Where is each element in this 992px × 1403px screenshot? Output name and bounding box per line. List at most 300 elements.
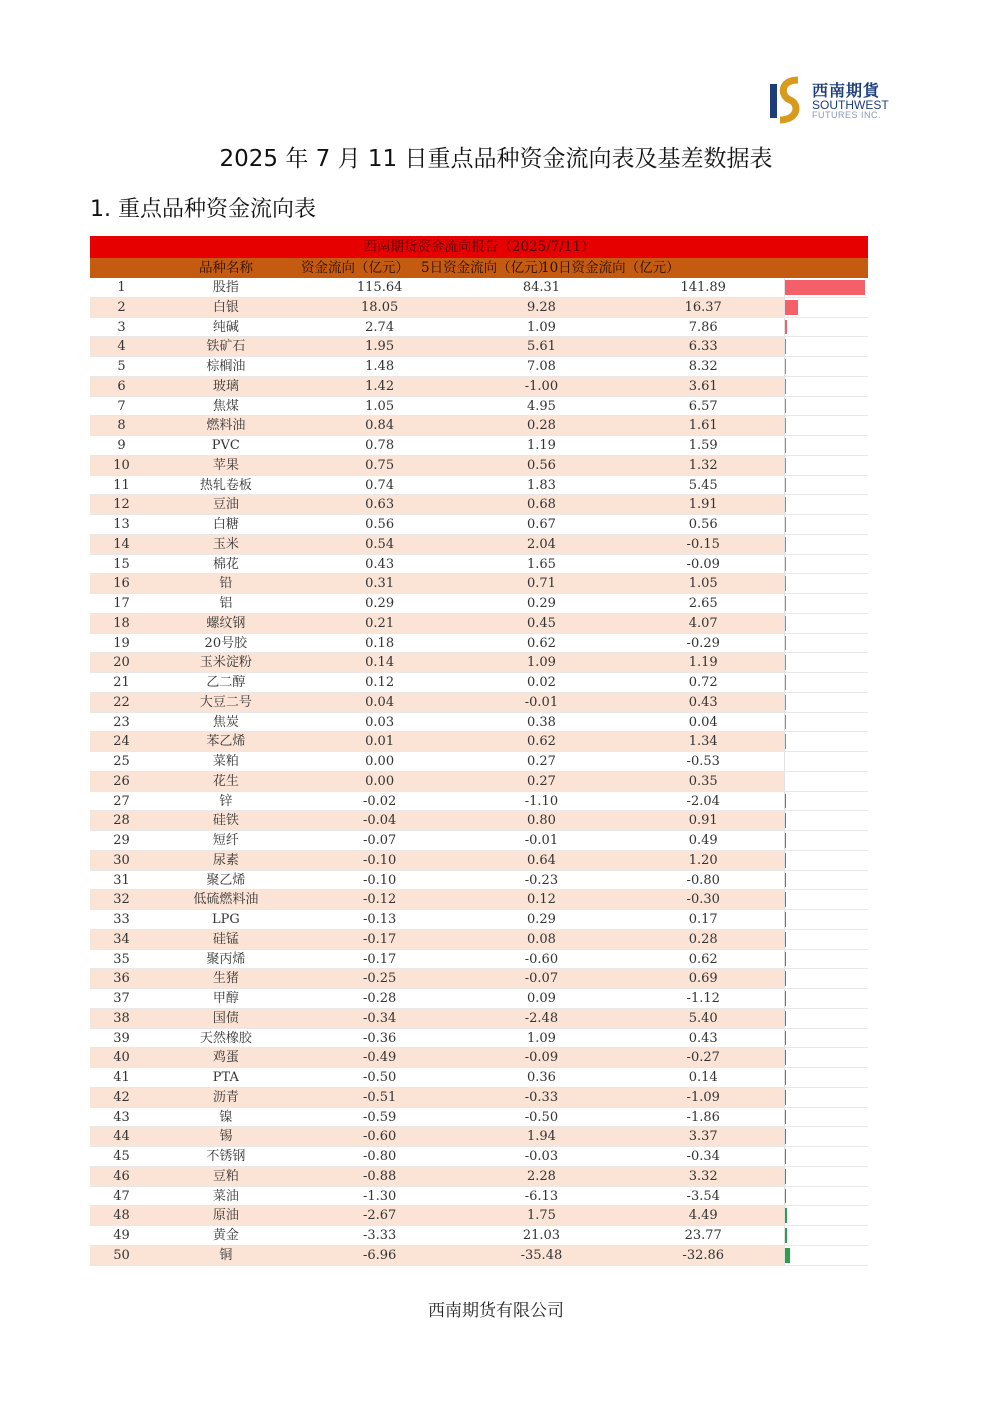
flow5-cell: 0.28: [526, 418, 556, 434]
rank-cell: 5: [117, 359, 126, 374]
flow-bar: [785, 695, 786, 710]
flow-cell: 0.74: [365, 477, 395, 493]
logo-cn-text: 西南期貨: [812, 81, 881, 100]
table-row: [90, 397, 868, 417]
rank-cell: 11: [113, 477, 130, 493]
flow5-cell: 1.83: [526, 477, 556, 493]
flow-bar-cell: [784, 1226, 868, 1245]
flow-bar-cell: [784, 318, 868, 337]
flow-bar-cell: [784, 1246, 868, 1265]
flow-cell: -0.59: [362, 1109, 397, 1125]
rank-cell: 41: [113, 1070, 130, 1085]
flow5-cell: 5.61: [526, 339, 556, 355]
flow10-cell: 23.77: [684, 1228, 722, 1243]
name-cell: 焦煤: [212, 398, 239, 414]
name-cell: 玉米: [212, 536, 239, 552]
flow-bar: [785, 517, 786, 532]
flow10-cell: -0.15: [686, 536, 720, 552]
flow-cell: -0.28: [362, 991, 397, 1006]
flow-bar: [785, 359, 786, 374]
table-row: [90, 969, 868, 989]
flow-bar: [785, 1208, 787, 1223]
rank-cell: 4: [117, 339, 126, 355]
flow5-cell: -0.23: [524, 872, 559, 888]
name-cell: 热轧卷板: [199, 477, 252, 493]
name-cell: 股指: [212, 280, 239, 295]
name-cell: 花生: [212, 773, 239, 789]
flow-cell: -0.17: [362, 951, 397, 967]
flow5-cell: 0.80: [526, 813, 556, 829]
flow-bar: [785, 1129, 786, 1144]
flow-bar-cell: [784, 515, 868, 534]
flow5-cell: 0.09: [526, 991, 556, 1006]
rank-cell: 48: [113, 1208, 130, 1224]
name-cell: 聚丙烯: [206, 951, 246, 967]
flow10-cell: 3.61: [688, 378, 718, 394]
flow-cell: -0.07: [362, 833, 397, 848]
flow-bar-cell: [784, 890, 868, 909]
flow-cell: -0.13: [362, 912, 397, 927]
table-row: [90, 555, 868, 575]
fund-flow-table: [90, 236, 868, 1266]
flow-bar-cell: [784, 634, 868, 653]
page-title: 2025 年 7 月 11 日重点品种资金流向表及基差数据表: [219, 146, 773, 172]
table-row: [90, 653, 868, 673]
flow-bar: [785, 1011, 786, 1026]
flow10-cell: 0.28: [688, 931, 718, 947]
flow-bar-cell: [784, 1187, 868, 1206]
flow5-cell: 0.08: [526, 931, 556, 947]
rank-cell: 1: [117, 280, 126, 295]
name-cell: 原油: [212, 1208, 239, 1224]
company-logo: [768, 74, 908, 126]
rank-cell: 3: [117, 319, 126, 335]
name-cell: 低硫燃料油: [193, 892, 259, 908]
flow5-cell: -0.50: [524, 1109, 559, 1125]
flow5-cell: 0.12: [526, 892, 556, 908]
flow10-cell: 0.56: [688, 517, 718, 532]
flow-bar-cell: [784, 831, 868, 850]
rank-cell: 23: [113, 714, 130, 730]
rank-cell: 22: [113, 694, 130, 710]
table-row: [90, 357, 868, 377]
logo-en-text: SOUTHWEST: [812, 98, 889, 112]
flow5-cell: 4.95: [526, 398, 556, 414]
header-flow10: 10日资金流向（亿元）: [541, 260, 680, 276]
name-cell: 硅铁: [212, 813, 239, 829]
flow5-cell: 0.68: [526, 497, 556, 513]
name-cell: 短纤: [212, 833, 239, 848]
flow10-cell: 16.37: [684, 299, 722, 315]
footer-company: 西南期货有限公司: [428, 1301, 564, 1321]
table-body: [90, 278, 868, 1266]
flow-cell: -0.60: [362, 1129, 397, 1145]
flow5-cell: 0.02: [526, 675, 556, 690]
flow-cell: -0.49: [362, 1050, 397, 1066]
name-cell: PTA: [212, 1070, 239, 1085]
rank-cell: 6: [117, 378, 126, 394]
rank-cell: 46: [113, 1168, 130, 1184]
name-cell: 锌: [219, 793, 233, 809]
flow5-cell: -6.13: [524, 1188, 559, 1204]
flow10-cell: 6.57: [688, 398, 718, 414]
flow-bar-cell: [784, 673, 868, 692]
flow10-cell: 8.32: [688, 359, 718, 374]
flow-cell: -0.02: [362, 793, 397, 809]
flow10-cell: 3.37: [688, 1129, 718, 1145]
flow-bar: [785, 537, 786, 552]
name-cell: 20号胶: [204, 635, 248, 651]
table-row: [90, 811, 868, 831]
flow-bar-cell: [784, 535, 868, 554]
flow-bar: [785, 596, 786, 611]
flow10-cell: 0.91: [688, 813, 718, 829]
flow-cell: -0.10: [362, 872, 397, 888]
flow-cell: 0.14: [365, 655, 395, 671]
table-row: [90, 1226, 868, 1246]
table-row: [90, 1147, 868, 1167]
flow5-cell: -0.33: [524, 1089, 559, 1105]
flow10-cell: 1.34: [688, 734, 718, 750]
flow-bar: [785, 478, 786, 493]
header-spacer: [90, 258, 153, 278]
flow-bar: [785, 497, 786, 512]
flow-bar-cell: [784, 377, 868, 396]
name-cell: 铅: [219, 576, 233, 592]
flow-cell: -0.12: [362, 892, 397, 908]
flow-bar: [785, 576, 786, 591]
flow-bar-cell: [784, 732, 868, 751]
flow-bar: [785, 833, 786, 848]
flow-bar-cell: [784, 357, 868, 376]
name-cell: 燃料油: [206, 418, 246, 434]
name-cell: 沥青: [212, 1089, 239, 1105]
table-row: [90, 614, 868, 634]
flow-cell: 0.31: [365, 576, 395, 592]
table-row: [90, 1127, 868, 1147]
flow5-cell: 0.27: [526, 754, 556, 769]
flow10-cell: -2.04: [686, 793, 720, 809]
flow10-cell: 0.49: [688, 833, 718, 848]
flow-bar-cell: [784, 436, 868, 455]
flow-bar: [785, 912, 786, 927]
flow5-cell: 0.38: [526, 714, 556, 730]
flow5-cell: 1.09: [526, 655, 556, 671]
flow10-cell: 0.35: [688, 773, 718, 789]
rank-cell: 19: [113, 635, 130, 651]
logo-en-subtext: FUTURES INC.: [812, 110, 881, 120]
flow-bar: [785, 418, 786, 433]
flow-bar-cell: [784, 416, 868, 435]
flow-bar-cell: [784, 1108, 868, 1127]
name-cell: 乙二醇: [206, 675, 246, 690]
flow10-cell: -0.29: [686, 635, 720, 651]
flow-cell: 0.12: [365, 675, 395, 690]
flow5-cell: -0.03: [524, 1149, 559, 1164]
rank-cell: 17: [113, 596, 130, 611]
flow-cell: 1.48: [365, 359, 395, 374]
table-row: [90, 416, 868, 436]
flow10-cell: 6.33: [688, 339, 718, 355]
flow10-cell: 1.61: [688, 418, 718, 434]
flow10-cell: -1.86: [686, 1109, 720, 1125]
flow10-cell: -0.34: [686, 1149, 720, 1164]
flow-bar: [785, 1189, 786, 1204]
rank-cell: 36: [113, 971, 130, 987]
table-row: [90, 515, 868, 535]
name-cell: 鸡蛋: [212, 1050, 239, 1066]
table-row: [90, 831, 868, 851]
flow-cell: 18.05: [361, 299, 399, 315]
flow-cell: -0.50: [362, 1070, 397, 1085]
flow-cell: -0.25: [362, 971, 397, 987]
flow-cell: 115.64: [356, 280, 403, 295]
rank-cell: 7: [117, 398, 126, 414]
name-cell: 不锈钢: [206, 1149, 246, 1164]
flow5-cell: 0.67: [526, 517, 556, 532]
table-row: [90, 634, 868, 654]
flow-bar: [785, 952, 786, 967]
flow-bar: [785, 458, 786, 473]
rank-cell: 21: [113, 675, 130, 690]
rank-cell: 43: [113, 1109, 130, 1125]
flow-bar: [785, 991, 786, 1006]
flow-bar: [785, 1169, 786, 1184]
flow-bar-cell: [784, 969, 868, 988]
name-cell: 白糖: [212, 517, 239, 532]
name-cell: 白银: [212, 299, 239, 315]
table-row: [90, 950, 868, 970]
table-row: [90, 910, 868, 930]
table-row: [90, 1088, 868, 1108]
table-row: [90, 476, 868, 496]
table-banner: 西南期货资金流向报告（2025/7/11）: [90, 236, 868, 258]
flow5-cell: -2.48: [524, 1010, 559, 1026]
rank-cell: 34: [113, 931, 130, 947]
table-row: [90, 1048, 868, 1068]
rank-cell: 38: [113, 1010, 130, 1026]
flow5-cell: 0.62: [526, 635, 556, 651]
flow-bar-cell: [784, 574, 868, 593]
rank-cell: 47: [113, 1188, 130, 1204]
flow-bar-cell: [784, 476, 868, 495]
flow-cell: -0.36: [362, 1030, 397, 1046]
flow10-cell: -32.86: [682, 1247, 725, 1263]
name-cell: 玉米淀粉: [199, 655, 252, 671]
flow-cell: 0.04: [365, 694, 395, 710]
table-row: [90, 732, 868, 752]
header-name: 品种名称: [199, 260, 253, 276]
rank-cell: 2: [117, 299, 126, 315]
table-row: [90, 890, 868, 910]
flow-bar: [785, 339, 786, 354]
table-row: [90, 1029, 868, 1049]
flow10-cell: 1.05: [688, 576, 718, 592]
flow-bar: [785, 873, 786, 888]
rank-cell: 25: [113, 754, 130, 769]
name-cell: 纯碱: [212, 319, 239, 335]
flow-cell: -0.34: [362, 1010, 397, 1026]
flow5-cell: 7.08: [526, 359, 556, 374]
rank-cell: 13: [113, 517, 130, 532]
flow-cell: 0.75: [365, 457, 395, 473]
flow-bar: [785, 280, 865, 295]
flow10-cell: -0.27: [686, 1050, 720, 1066]
flow-bar: [785, 932, 786, 947]
section-heading: 1. 重点品种资金流向表: [90, 197, 316, 222]
flow-bar-cell: [784, 653, 868, 672]
flow-cell: 1.95: [365, 339, 395, 355]
flow10-cell: 1.19: [688, 655, 718, 671]
flow5-cell: 0.64: [526, 852, 556, 868]
name-cell: 硅锰: [212, 931, 239, 947]
flow-bar: [785, 379, 786, 394]
flow-bar-cell: [784, 456, 868, 475]
flow-bar-cell: [784, 337, 868, 356]
flow-cell: -0.80: [362, 1149, 397, 1164]
name-cell: 螺纹钢: [206, 615, 246, 631]
flow-bar: [785, 300, 797, 315]
rank-cell: 31: [113, 872, 130, 888]
flow10-cell: -3.54: [686, 1188, 720, 1204]
rank-cell: 18: [113, 615, 130, 631]
rank-cell: 10: [113, 457, 130, 473]
flow-bar-cell: [784, 594, 868, 613]
flow-bar: [785, 1149, 786, 1164]
flow-cell: 0.56: [365, 517, 395, 532]
flow5-cell: 1.09: [526, 319, 556, 335]
rank-cell: 8: [117, 418, 126, 434]
name-cell: 生猪: [212, 971, 239, 987]
flow-bar-cell: [784, 752, 868, 771]
table-row: [90, 318, 868, 338]
flow-cell: 0.03: [365, 714, 395, 730]
flow10-cell: -1.12: [686, 991, 720, 1006]
table-row: [90, 1068, 868, 1088]
flow-cell: -0.17: [362, 931, 397, 947]
flow5-cell: 1.94: [526, 1129, 556, 1145]
flow-bar: [785, 1031, 786, 1046]
rank-cell: 39: [113, 1030, 130, 1046]
table-row: [90, 930, 868, 950]
flow-cell: 0.18: [365, 635, 395, 651]
flow5-cell: 1.75: [526, 1208, 556, 1224]
flow10-cell: 0.72: [688, 675, 718, 690]
flow-bar: [785, 616, 786, 631]
flow10-cell: 5.40: [688, 1010, 718, 1026]
flow-bar: [785, 1050, 786, 1065]
name-cell: 天然橡胶: [199, 1030, 252, 1046]
rank-cell: 16: [113, 576, 130, 592]
table-row: [90, 1187, 868, 1207]
table-row: [90, 1108, 868, 1128]
name-cell: 棕榈油: [206, 359, 246, 374]
flow10-cell: -1.09: [686, 1089, 720, 1105]
flow-bar-cell: [784, 614, 868, 633]
flow10-cell: 141.89: [680, 280, 726, 295]
flow5-cell: -0.01: [524, 833, 559, 848]
rank-cell: 45: [113, 1149, 130, 1164]
flow5-cell: 1.09: [526, 1030, 556, 1046]
header-flow5: 5日资金流向（亿元）: [421, 260, 552, 276]
flow-bar: [785, 438, 786, 453]
flow5-cell: -35.48: [520, 1247, 563, 1263]
flow-bar-cell: [784, 1167, 868, 1186]
flow-bar-cell: [784, 555, 868, 574]
flow-bar-cell: [784, 950, 868, 969]
name-cell: LPG: [211, 912, 240, 927]
name-cell: 国债: [212, 1010, 239, 1026]
flow5-cell: 0.56: [526, 457, 556, 473]
flow-bar-cell: [784, 989, 868, 1008]
flow10-cell: 0.14: [688, 1070, 718, 1085]
table-row: [90, 871, 868, 891]
table-row: [90, 989, 868, 1009]
flow-bar-cell: [784, 1147, 868, 1166]
table-row: [90, 1009, 868, 1029]
flow10-cell: -0.30: [686, 892, 720, 908]
name-cell: 聚乙烯: [206, 872, 246, 888]
rank-cell: 29: [113, 833, 130, 848]
flow-bar-cell: [784, 1127, 868, 1146]
logo-mark-icon: [768, 74, 804, 126]
name-cell: PVC: [211, 438, 240, 453]
flow-cell: 1.05: [365, 398, 395, 414]
rank-cell: 24: [113, 734, 130, 750]
table-row: [90, 495, 868, 515]
flow5-cell: 9.28: [526, 299, 556, 315]
rank-cell: 32: [113, 892, 130, 908]
flow10-cell: 7.86: [688, 319, 718, 335]
flow-bar: [785, 1090, 786, 1105]
table-row: [90, 594, 868, 614]
flow-bar-cell: [784, 1048, 868, 1067]
flow5-cell: -0.01: [524, 694, 559, 710]
rank-cell: 15: [113, 556, 130, 572]
flow-cell: -0.10: [362, 852, 397, 868]
rank-cell: 26: [113, 773, 130, 789]
flow-bar-cell: [784, 871, 868, 890]
table-row: [90, 456, 868, 476]
flow5-cell: 0.45: [526, 615, 556, 631]
flow-bar-cell: [784, 298, 868, 317]
flow-bar-cell: [784, 1029, 868, 1048]
flow10-cell: 1.20: [688, 852, 718, 868]
rank-cell: 30: [113, 852, 130, 868]
flow-bar: [785, 655, 786, 670]
name-cell: 菜油: [212, 1188, 239, 1204]
flow-bar: [785, 715, 786, 730]
flow-bar: [785, 1110, 786, 1125]
flow-bar: [785, 1228, 787, 1243]
flow-bar: [785, 320, 787, 335]
name-cell: 铝: [219, 596, 233, 611]
flow-bar-cell: [784, 1009, 868, 1028]
flow-bar: [785, 892, 786, 907]
flow10-cell: 1.32: [688, 457, 718, 473]
name-cell: 甲醇: [212, 991, 239, 1006]
table-row: [90, 851, 868, 871]
name-cell: 锡: [219, 1129, 233, 1145]
flow-bar-cell: [784, 397, 868, 416]
flow10-cell: 0.17: [688, 912, 718, 927]
flow-cell: 0.54: [365, 536, 395, 552]
flow5-cell: 1.19: [526, 438, 556, 453]
flow5-cell: -0.60: [524, 951, 559, 967]
flow-bar: [785, 399, 786, 414]
name-cell: 棉花: [212, 556, 239, 572]
flow-cell: -1.30: [362, 1188, 397, 1204]
